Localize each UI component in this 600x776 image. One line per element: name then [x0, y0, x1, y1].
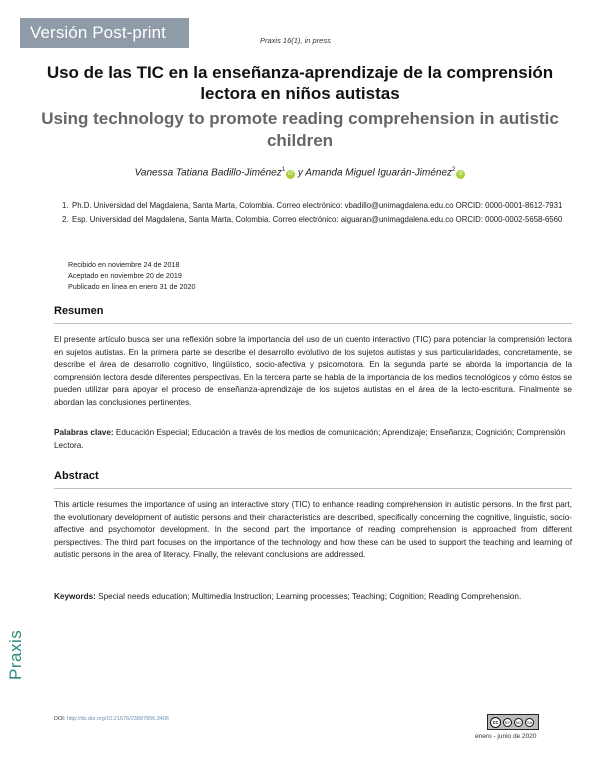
accepted-date: Aceptado en noviembre 20 de 2019 [68, 271, 182, 280]
affiliation-number: 2. [62, 215, 69, 224]
title-english: Using technology to promote reading comprehension in autistic children [41, 109, 559, 150]
footer-date: enero - junio de 2020 [475, 733, 537, 740]
author-2-sup: 2 [452, 167, 456, 173]
author-connector: y [297, 167, 303, 179]
resumen-divider [54, 323, 572, 324]
abstract-divider [54, 488, 572, 489]
journal-reference: Praxis 16(1), in press [260, 36, 331, 45]
title-spanish: Uso de las TIC en la enseñanza-aprendizaje de la comprensión lectora en niños autistas [46, 63, 554, 103]
version-badge: Versión Post-print [20, 18, 189, 48]
abstract-heading: Abstract [54, 470, 99, 482]
received-date: Recibido en noviembre 24 de 2018 [68, 260, 180, 269]
doi-prefix: DOI: [54, 716, 66, 722]
cc-sa-icon: SA [526, 719, 533, 725]
cc-by-icon: BY [504, 719, 511, 725]
author-1-name: Vanessa Tatiana Badillo-Jiménez [134, 167, 282, 179]
resumen-keywords-text: Educación Especial; Educación a través de los medios de comunicación; Aprendizaje; Enseñanza; Cognición; Comprensión Lectora. [54, 428, 566, 450]
orcid-icon[interactable]: iD [286, 170, 295, 179]
abstract-keywords-text: Special needs education; Multimedia Instruction; Learning processes; Teaching; Cognition; Reading Comprehension. [98, 592, 522, 601]
journal-side-label: Praxis [6, 629, 25, 680]
publication-dates [68, 259, 195, 292]
cc-license-icon[interactable] [487, 714, 539, 730]
resumen-keywords [54, 427, 572, 452]
author-2-name: Amanda Miguel Iguarán-Jiménez [305, 167, 453, 179]
resumen-heading: Resumen [54, 305, 104, 317]
abstract-keywords-label: Keywords: [54, 592, 96, 601]
resumen-keywords-label: Palabras clave: [54, 428, 114, 437]
affiliations-list [62, 200, 567, 228]
affiliation-item [62, 214, 567, 225]
published-date: Publicado en línea en enero 31 de 2020 [68, 282, 196, 291]
resumen-body: El presente artículo busca ser una reflexión sobre la importancia del uso de un cuento interactivo (TIC) para potenciar la comprensión lectora en sujetos autistas. En la primera parte se describe el desarrollo evolutivo de los sujetos autistas y sus particularidades, concretamente, se describe el área de desarrollo cognitivo, lingüístico, socio-afectiva y psicomotora. En la segunda parte se aborda la importancia de la comprensión lectora desde diferentes perspectivas. En la tercera parte se habla de la importancia de los medios tecnológicos y cómo éstos se pueden utilizar para apoyar el proceso de enseñanza-aprendizaje de los sujetos autistas en el área de la lecto-escritura. Finalmente se abordan las conclusiones pertinentes. [54, 335, 572, 407]
affiliation-item [62, 200, 567, 211]
affiliation-number: 1. [62, 201, 69, 210]
abstract-body: This article resumes the importance of using an interactive story (TIC) to enhance reading comprehension in autistic persons. In the first part, the evolutionary development of autistic persons and their characteristics are described, specifically concerning the cognitive, linguistic, socio-affective and psychomotor development. In the second part the importance of reading comprehension is approached from different perspectives. The third part focuses on the importance of the technology and how these can be used to support the teaching and learning of autistic persons in the area of literacy. Finally, the relevant conclusions are addressed. [54, 500, 572, 560]
cc-logo-icon: cc [490, 717, 501, 728]
author-line [40, 167, 560, 179]
doi-link[interactable]: http://dx.doi.org/10.21676/23897856.3406 [66, 716, 169, 722]
abstract-keywords [54, 591, 572, 604]
affiliation-text: Esp. Universidad del Magdalena, Santa Marta, Colombia. Correo electrónico: aiguaran@unimagdalena.edu.co ORCID: 0000-0002-5658-6560 [72, 215, 563, 224]
doi-line [54, 716, 169, 722]
author-1-sup: 1 [281, 167, 286, 173]
affiliation-text: Ph.D. Universidad del Magdalena, Santa Marta, Colombia. Correo electrónico: vbadillo@unimagdalena.edu.co ORCID: 0000-0001-8612-7931 [72, 201, 563, 210]
orcid-icon[interactable]: iD [456, 170, 465, 179]
cc-nc-icon: NC [515, 719, 522, 725]
